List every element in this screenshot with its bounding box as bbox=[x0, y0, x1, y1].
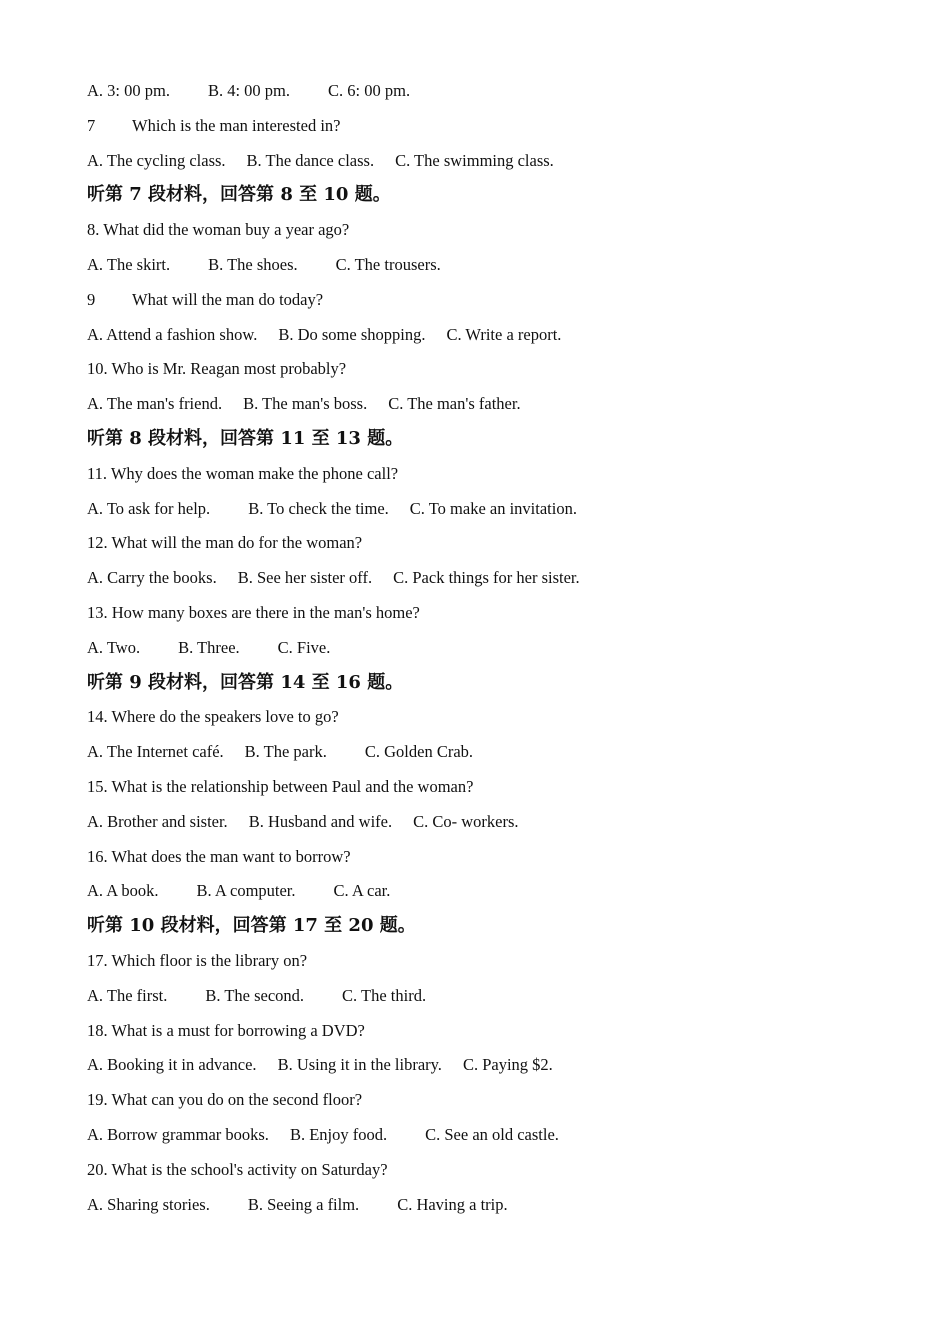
option-a: A. 3: 00 pm. bbox=[87, 81, 170, 100]
question-line bbox=[87, 113, 887, 148]
option-a: A. Borrow grammar books. bbox=[87, 1124, 269, 1144]
option-c: C. Co- workers. bbox=[413, 811, 519, 831]
option-b: B. A computer. bbox=[196, 881, 296, 901]
option-c: C. See an old castle. bbox=[425, 1124, 559, 1144]
option-a: A. The first. bbox=[87, 985, 168, 1005]
option-b: B. Three. bbox=[178, 637, 240, 657]
question-line: 20. What is the school's activity on Saturday? bbox=[87, 1159, 388, 1179]
question-line: 8. What did the woman buy a year ago? bbox=[87, 220, 350, 240]
section-heading: 听第 10 段材料，回答第 17 至 20 题。 bbox=[87, 915, 416, 937]
option-a: A. Brother and sister. bbox=[87, 811, 228, 831]
options-line bbox=[87, 252, 887, 287]
option-c: C. The swimming class. bbox=[395, 150, 554, 170]
section-heading: 听第 7 段材料，回答第 8 至 10 题。 bbox=[87, 184, 391, 206]
option-a: A. The man's friend. bbox=[87, 394, 223, 414]
option-a: A. A book. bbox=[87, 881, 159, 901]
option-c: C. Five. bbox=[277, 637, 331, 657]
option-b: B. Do some shopping. bbox=[278, 324, 426, 344]
option-b: B. The second. bbox=[205, 985, 305, 1005]
option-b: B. See her sister off. bbox=[237, 568, 373, 588]
option-c: C. The trousers. bbox=[335, 254, 441, 274]
options-line bbox=[87, 322, 887, 357]
option-c: C. Having a trip. bbox=[397, 1194, 508, 1214]
question-number: 9 bbox=[87, 289, 96, 309]
question-number: 7 bbox=[87, 115, 96, 135]
question-line: 10. Who is Mr. Reagan most probably? bbox=[87, 359, 347, 379]
options-line bbox=[87, 565, 887, 600]
options-line bbox=[87, 78, 887, 113]
option-c: C. Paying $2. bbox=[462, 1055, 553, 1075]
question-line: 16. What does the man want to borrow? bbox=[87, 846, 351, 866]
question-line: 18. What is a must for borrowing a DVD? bbox=[87, 1020, 365, 1040]
option-a: A. The cycling class. bbox=[87, 150, 226, 170]
option-b: B. The man's boss. bbox=[243, 394, 368, 414]
option-b: B. 4: 00 pm. bbox=[207, 81, 291, 100]
option-b: B. To check the time. bbox=[248, 498, 389, 518]
question-text: Which is the man interested in? bbox=[132, 115, 341, 135]
option-c: C. A car. bbox=[333, 881, 391, 901]
option-c: C. Write a report. bbox=[446, 324, 562, 344]
options-line bbox=[87, 635, 887, 670]
option-b: B. The shoes. bbox=[208, 254, 298, 274]
question-line: 19. What can you do on the second floor? bbox=[87, 1090, 363, 1110]
option-a: A. Booking it in advance. bbox=[87, 1055, 257, 1075]
question-text: What will the man do today? bbox=[132, 289, 324, 309]
options-line bbox=[87, 148, 887, 183]
option-b: B. Enjoy food. bbox=[289, 1124, 388, 1144]
option-c: C. Golden Crab. bbox=[364, 742, 474, 762]
option-b: B. Seeing a film. bbox=[247, 1194, 360, 1214]
option-b: B. The park. bbox=[244, 742, 327, 762]
option-c: C. Pack things for her sister. bbox=[393, 568, 580, 588]
options-line bbox=[87, 878, 887, 913]
option-a: A. Attend a fashion show. bbox=[87, 324, 258, 344]
option-b: B. The dance class. bbox=[246, 150, 375, 170]
section-heading: 听第 9 段材料，回答第 14 至 16 题。 bbox=[87, 671, 404, 693]
question-line: 15. What is the relationship between Paul and the woman? bbox=[87, 776, 474, 796]
option-c: C. To make an invitation. bbox=[409, 498, 577, 518]
option-a: A. Two. bbox=[87, 637, 141, 657]
options-line bbox=[87, 496, 887, 531]
option-a: A. The skirt. bbox=[87, 254, 171, 274]
option-a: A. Sharing stories. bbox=[87, 1194, 210, 1214]
option-c: C. The man's father. bbox=[388, 394, 521, 414]
options-line bbox=[87, 1192, 887, 1227]
exam-page bbox=[87, 78, 887, 1226]
options-line bbox=[87, 1122, 887, 1157]
question-line: 11. Why does the woman make the phone call? bbox=[87, 463, 399, 483]
options-line bbox=[87, 739, 887, 774]
question-line: 13. How many boxes are there in the man's home? bbox=[87, 602, 420, 622]
options-line bbox=[87, 983, 887, 1018]
option-c: C. The third. bbox=[342, 985, 427, 1005]
option-a: A. To ask for help. bbox=[87, 498, 211, 518]
question-line: 17. Which floor is the library on? bbox=[87, 950, 308, 970]
option-b: B. Husband and wife. bbox=[248, 811, 393, 831]
options-line bbox=[87, 391, 887, 426]
option-c: C. 6: 00 pm. bbox=[328, 81, 411, 100]
question-line: 12. What will the man do for the woman? bbox=[87, 533, 363, 553]
option-b: B. Using it in the library. bbox=[277, 1055, 442, 1075]
section-heading: 听第 8 段材料，回答第 11 至 13 题。 bbox=[87, 427, 404, 449]
options-line bbox=[87, 1052, 887, 1087]
question-line bbox=[87, 287, 887, 322]
option-a: A. The Internet café. bbox=[87, 742, 224, 762]
option-a: A. Carry the books. bbox=[87, 568, 217, 588]
options-line bbox=[87, 809, 887, 844]
question-line: 14. Where do the speakers love to go? bbox=[87, 707, 339, 727]
